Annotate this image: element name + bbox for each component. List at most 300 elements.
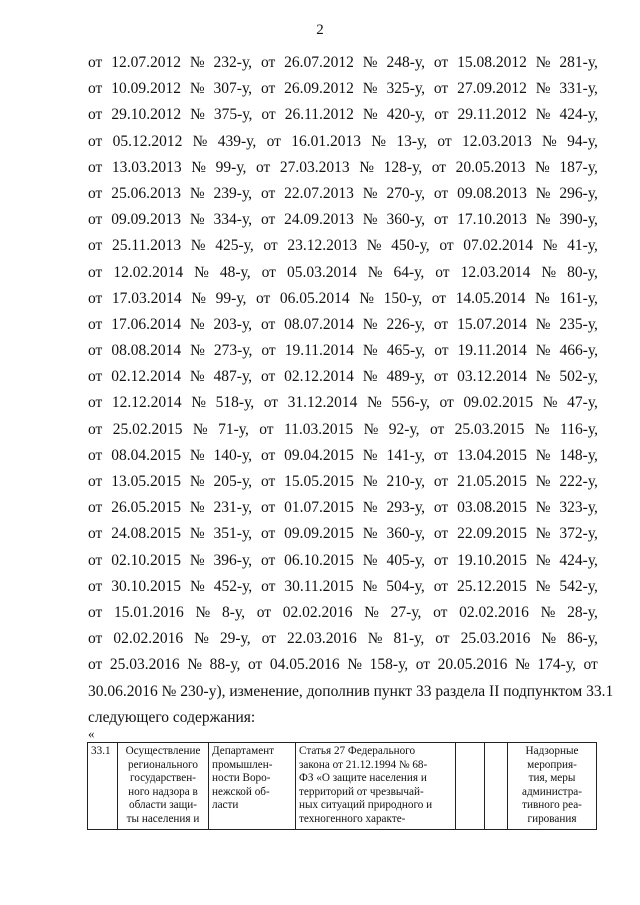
word: 09.09.2013: [111, 211, 181, 229]
word: 26.11.2012: [284, 106, 354, 124]
word: 489-у,: [386, 368, 425, 386]
word: 02.12.2014: [111, 368, 181, 386]
word: 71-у,: [218, 420, 249, 438]
word: 420-у,: [386, 106, 426, 124]
word: 26.07.2012: [284, 54, 354, 71]
word: 24.08.2015: [111, 525, 181, 543]
word: от: [433, 577, 449, 595]
word: №: [189, 368, 205, 386]
word: 556-у,: [391, 394, 430, 412]
word: от: [260, 473, 276, 490]
word: 141-у,: [386, 446, 425, 464]
word: 14.05.2014: [455, 289, 526, 307]
word: 81-у,: [393, 630, 425, 648]
word: 542-у,: [559, 577, 598, 595]
text-line: [88, 417, 598, 443]
word: 466-у,: [559, 342, 598, 360]
word: 28-у,: [567, 603, 598, 621]
cell-line: нежской об-: [212, 785, 270, 798]
word: 05.03.2014: [286, 263, 357, 281]
word: 06.10.2015: [284, 551, 354, 569]
word: от: [88, 158, 103, 176]
word: 203-у,: [213, 315, 253, 333]
word: №: [362, 525, 378, 543]
text-line: [88, 548, 598, 574]
cell-line: области защи-: [129, 799, 197, 812]
word: 452-у,: [213, 577, 253, 595]
word: 13.04.2015: [457, 446, 527, 464]
word: 465-у,: [386, 342, 426, 360]
word: 02.12.2014: [284, 368, 354, 386]
word: №: [190, 106, 205, 124]
word: от: [88, 446, 103, 464]
cell-name: [118, 743, 209, 830]
word: №: [535, 184, 551, 202]
word: №: [362, 315, 378, 333]
word: №: [362, 577, 378, 595]
cell-law: [296, 743, 456, 830]
table-row: [88, 743, 597, 830]
word: от: [439, 237, 454, 255]
word: 8-у,: [221, 603, 245, 621]
word: 372-у,: [559, 525, 598, 543]
cell-line: ности Воро-: [212, 772, 271, 785]
word: 12.03.2014: [460, 263, 531, 281]
word: 239-у,: [213, 184, 253, 202]
word: 148-у,: [559, 446, 598, 464]
word: №: [542, 132, 557, 150]
word: 27.09.2012: [457, 80, 527, 98]
word: от: [88, 368, 103, 386]
word: 05.12.2012: [112, 132, 183, 150]
word: №: [190, 342, 205, 360]
word: 15.05.2015: [284, 473, 354, 490]
word: 424-у,: [559, 106, 598, 124]
word: №: [189, 211, 205, 229]
word: 22.07.2013: [284, 184, 354, 202]
word: 13.05.2015: [111, 473, 181, 490]
word: 390-у,: [559, 211, 598, 229]
cell-line: ты населения и: [126, 812, 200, 825]
word: от: [260, 525, 276, 543]
word: 248-у,: [386, 54, 425, 71]
word: №: [347, 656, 363, 674]
word: №: [535, 80, 551, 98]
word: 25.11.2013: [111, 237, 182, 255]
word: от: [260, 211, 276, 229]
word: 187-у,: [559, 158, 598, 176]
closing-line: 30.06.2016 № 230-у), изменение, дополнив пункт 33 раздела II подпунктом 33.1: [88, 683, 614, 700]
word: №: [190, 237, 206, 255]
word: от: [435, 630, 450, 648]
word: №: [189, 551, 205, 569]
cell-line: тивного реа-: [522, 799, 582, 812]
text-line: [88, 181, 598, 207]
cell-line: закона от 21.12.1994 № 68-: [299, 758, 428, 771]
word: 25.03.2015: [454, 420, 525, 438]
word: 22.03.2016: [286, 630, 357, 648]
word: №: [195, 603, 211, 621]
word: от: [248, 656, 263, 674]
word: №: [362, 184, 378, 202]
word: 88-у,: [209, 656, 241, 674]
text-line: [88, 312, 598, 338]
word: 99-у,: [215, 158, 247, 176]
cell-line: гирования: [527, 812, 577, 825]
word: 25.02.2015: [112, 420, 183, 438]
word: от: [434, 106, 449, 124]
word: №: [535, 473, 551, 490]
word: №: [535, 368, 551, 386]
word: от: [431, 158, 447, 176]
cell-line: регионального: [128, 758, 198, 771]
word: №: [362, 80, 378, 98]
cell-line: администра-: [522, 785, 582, 798]
word: №: [187, 656, 203, 674]
word: от: [261, 342, 276, 360]
text-line: [88, 338, 598, 364]
word: №: [189, 577, 205, 595]
word: 30.11.2015: [284, 577, 354, 595]
word: 222-у,: [559, 473, 598, 490]
word: от: [88, 184, 103, 202]
cell-line: тия, меры: [528, 772, 576, 785]
word: от: [88, 394, 103, 412]
word: 450-у,: [391, 237, 430, 255]
cell-line: ласти: [212, 799, 239, 812]
cell-line: мероприя-: [527, 758, 577, 771]
word: от: [433, 446, 449, 464]
word: 16.01.2013: [291, 132, 361, 150]
word: от: [261, 263, 276, 281]
word: от: [434, 342, 449, 360]
word: №: [194, 630, 209, 648]
word: 02.02.2016: [113, 630, 184, 648]
cell-line: ФЗ «О защите населения и: [299, 772, 427, 785]
word: 205-у,: [213, 473, 253, 490]
word: 30.10.2015: [111, 577, 182, 595]
text-line: [88, 626, 598, 652]
word: №: [189, 525, 205, 543]
word: от: [266, 132, 281, 150]
word: 375-у,: [213, 106, 253, 124]
word: от: [261, 630, 276, 648]
word: 360-у,: [386, 211, 425, 229]
text-line: [88, 50, 598, 76]
word: 86-у,: [567, 630, 598, 648]
word: №: [535, 499, 551, 517]
word: от: [435, 263, 450, 281]
word: 29-у,: [219, 630, 251, 648]
word: 12.07.2012: [111, 54, 181, 71]
word: №: [192, 132, 208, 150]
word: 27-у,: [390, 603, 422, 621]
text-line: [88, 102, 598, 128]
word: от: [583, 656, 598, 674]
word: 17.03.2014: [111, 289, 182, 307]
cell-line: ных ситуаций природного и: [299, 799, 433, 812]
word: от: [88, 211, 103, 229]
word: №: [192, 420, 208, 438]
word: 504-у,: [386, 577, 425, 595]
text-line: [88, 155, 598, 181]
text-line: [88, 390, 598, 416]
word: №: [535, 551, 551, 569]
word: 226-у,: [386, 315, 425, 333]
text-line: [88, 521, 598, 547]
word: от: [429, 420, 445, 438]
word: №: [189, 80, 205, 98]
word: 19.11.2014: [457, 342, 527, 360]
word: от: [415, 656, 431, 674]
word: 210-у,: [386, 473, 425, 490]
word: 06.05.2014: [279, 289, 350, 307]
word: от: [88, 342, 103, 360]
word: от: [433, 499, 449, 517]
word: 518-у,: [215, 394, 255, 412]
word: 158-у,: [369, 656, 409, 674]
word: 02.10.2015: [111, 551, 181, 569]
word: от: [260, 80, 276, 98]
word: 21.05.2015: [457, 473, 527, 490]
word: №: [362, 473, 378, 490]
word: 09.09.2015: [284, 525, 354, 543]
word: от: [439, 394, 454, 412]
word: №: [362, 499, 378, 517]
word: №: [535, 525, 551, 543]
text-line: [88, 129, 598, 155]
amendment-table: [87, 742, 597, 830]
word: №: [362, 368, 378, 386]
word: от: [433, 315, 449, 333]
word: 29.11.2012: [457, 106, 527, 124]
text-line: [88, 364, 598, 390]
word: от: [260, 315, 276, 333]
word: от: [437, 132, 452, 150]
word: №: [371, 132, 387, 150]
page-number: 2: [316, 22, 324, 38]
word: 09.02.2015: [463, 394, 534, 412]
word: от: [88, 237, 103, 255]
word: 02.02.2016: [282, 603, 353, 621]
word: №: [367, 394, 382, 412]
text-line: [88, 233, 598, 259]
word: 17.06.2014: [111, 315, 181, 333]
word: 25.03.2016: [109, 656, 180, 674]
word: от: [88, 656, 103, 674]
word: 10.09.2012: [111, 80, 181, 98]
text-line: [88, 76, 598, 102]
word: №: [362, 446, 378, 464]
word: №: [535, 315, 551, 333]
word: 94-у,: [567, 132, 598, 150]
word: 03.12.2014: [457, 368, 527, 386]
word: от: [433, 551, 449, 569]
opening-quote: «: [88, 726, 95, 741]
word: №: [189, 54, 205, 71]
word: 12.12.2014: [111, 394, 182, 412]
word: 64-у,: [393, 263, 425, 281]
word: 307-у,: [213, 80, 253, 98]
word: от: [88, 630, 103, 648]
word: от: [88, 80, 103, 98]
word: 31.12.2014: [287, 394, 358, 412]
word: 09.08.2013: [457, 184, 527, 202]
word: №: [535, 158, 550, 176]
word: 07.02.2014: [463, 237, 534, 255]
word: 15.08.2012: [457, 54, 527, 71]
word: 99-у,: [215, 289, 247, 307]
word: от: [433, 184, 449, 202]
word: №: [359, 158, 375, 176]
word: №: [541, 263, 557, 281]
word: от: [88, 132, 103, 150]
word: 41-у,: [567, 237, 598, 255]
word: №: [191, 289, 207, 307]
word: 26.05.2015: [111, 499, 181, 517]
word: от: [256, 289, 271, 307]
word: 396-у,: [213, 551, 253, 569]
word: от: [88, 315, 103, 333]
word: 03.08.2015: [457, 499, 527, 517]
cell-measures: [508, 743, 597, 830]
word: №: [189, 184, 205, 202]
word: 80-у,: [567, 263, 598, 281]
word: от: [433, 368, 449, 386]
word: №: [535, 289, 550, 307]
word: от: [88, 603, 103, 621]
word: 92-у,: [388, 420, 420, 438]
word: от: [88, 499, 103, 517]
word: 12.02.2014: [113, 263, 184, 281]
word: от: [88, 54, 103, 71]
word: 19.11.2014: [284, 342, 354, 360]
word: 13.03.2013: [111, 158, 182, 176]
word: 04.05.2016: [269, 656, 340, 674]
word: 09.04.2015: [284, 446, 354, 464]
word: от: [88, 263, 103, 281]
cell-line: территорий от чрезвычай-: [299, 785, 424, 798]
word: 270-у,: [386, 184, 425, 202]
word: 128-у,: [383, 158, 423, 176]
text-line: [88, 207, 598, 233]
word: 12.03.2013: [462, 132, 532, 150]
word: от: [260, 184, 276, 202]
word: 325-у,: [386, 80, 425, 98]
word: 439-у,: [217, 132, 257, 150]
word: 140-у,: [213, 446, 253, 464]
word: от: [433, 80, 449, 98]
word: №: [515, 656, 530, 674]
word: от: [88, 473, 103, 490]
word: от: [261, 106, 276, 124]
cell-line: государствен-: [130, 772, 196, 785]
word: 08.07.2014: [284, 315, 354, 333]
word: 25.12.2015: [456, 577, 527, 595]
word: №: [362, 106, 378, 124]
word: №: [189, 499, 205, 517]
word: 331-у,: [559, 80, 598, 98]
word: 161-у,: [559, 289, 598, 307]
text-line: [88, 600, 598, 626]
cell-line: Осуществление: [125, 745, 201, 757]
word: 25.03.2016: [460, 630, 531, 648]
word: №: [366, 237, 382, 255]
word: №: [534, 420, 550, 438]
word: от: [88, 577, 103, 595]
word: №: [535, 106, 551, 124]
word: 424-у,: [559, 551, 598, 569]
word: от: [433, 211, 449, 229]
word: №: [362, 551, 378, 569]
cell-line: промышлен-: [212, 758, 273, 771]
text-line: [88, 652, 598, 678]
word: №: [189, 446, 205, 464]
word: 502-у,: [559, 368, 598, 386]
word: №: [542, 237, 558, 255]
word: №: [194, 263, 209, 281]
cell-line: техногенного характе-: [299, 812, 406, 825]
intro-line: следующего содержания:: [88, 709, 256, 726]
cell-empty: [456, 743, 485, 830]
word: от: [433, 54, 449, 71]
word: 487-у,: [213, 368, 253, 386]
text-line: [88, 443, 598, 469]
word: №: [191, 158, 207, 176]
word: 360-у,: [386, 525, 425, 543]
cell-line: Надзорные: [525, 745, 579, 757]
word: №: [535, 446, 551, 464]
word: 405-у,: [386, 551, 425, 569]
word: 232-у,: [213, 54, 253, 71]
word: 296-у,: [559, 184, 598, 202]
word: 11.03.2015: [283, 420, 354, 438]
word: от: [256, 158, 271, 176]
word: 29.10.2012: [111, 106, 182, 124]
word: 13-у,: [396, 132, 428, 150]
word: 351-у,: [213, 525, 253, 543]
cell-number: 33.1: [88, 743, 118, 830]
word: 27.03.2013: [279, 158, 350, 176]
word: от: [433, 473, 449, 490]
word: от: [263, 237, 278, 255]
word: от: [88, 525, 103, 543]
word: от: [431, 289, 447, 307]
word: от: [260, 368, 276, 386]
word: от: [259, 420, 274, 438]
word: 231-у,: [213, 499, 253, 517]
word: от: [88, 420, 103, 438]
word: 24.09.2013: [284, 211, 354, 229]
cell-line: ного надзора в: [128, 785, 198, 798]
word: от: [260, 446, 276, 464]
word: 15.01.2016: [114, 603, 184, 621]
word: 25.06.2013: [111, 184, 181, 202]
word: 323-у,: [559, 499, 598, 517]
word: №: [189, 473, 205, 490]
text-line: [88, 286, 598, 312]
word: от: [88, 289, 103, 307]
word: 273-у,: [213, 342, 253, 360]
text-line: [88, 469, 598, 495]
word: 20.05.2013: [455, 158, 526, 176]
word: №: [535, 54, 551, 71]
word: 23.12.2013: [287, 237, 358, 255]
word: 15.07.2014: [457, 315, 527, 333]
word: от: [88, 106, 103, 124]
word: от: [88, 551, 103, 569]
cell-line: Статья 27 Федерального: [299, 745, 416, 757]
